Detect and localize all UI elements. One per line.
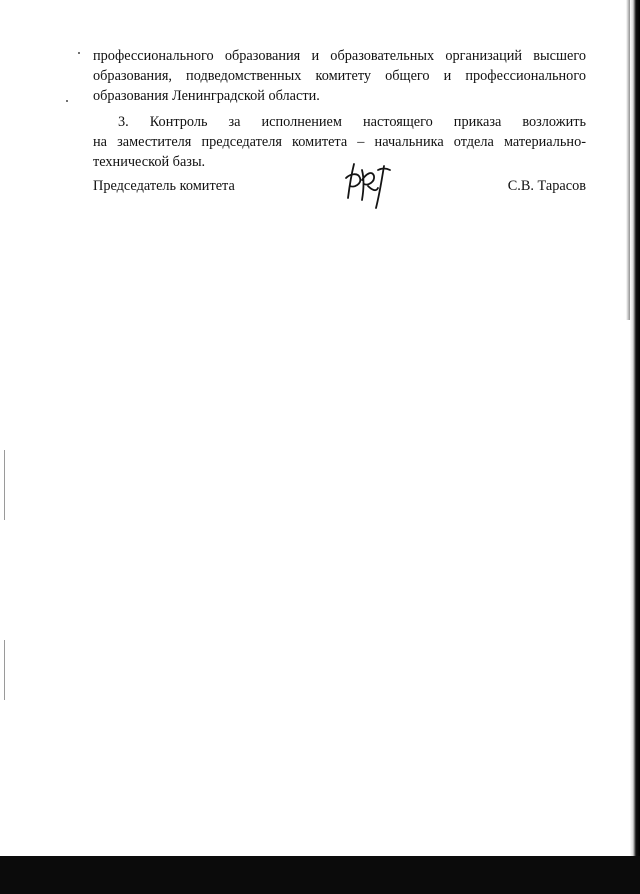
text-line: профессионального образования и образовательных организаций высшего	[93, 48, 586, 64]
scan-margin-mark	[4, 640, 5, 700]
handwritten-signature	[340, 158, 396, 210]
text-line: на заместителя председателя комитета – начальника отдела материально-	[93, 134, 586, 150]
scan-speck	[78, 52, 80, 54]
text-line: образования, подведомственных комитету общего и профессионального	[93, 68, 586, 84]
scan-margin-mark	[4, 450, 5, 520]
signatory-name: С.В. Тарасов	[507, 178, 586, 194]
scan-speck	[66, 100, 68, 102]
scan-edge-shadow	[630, 0, 640, 894]
text-line: образования Ленинградской области.	[93, 88, 320, 104]
text-line: технической базы.	[93, 154, 206, 170]
scan-bottom-border	[0, 856, 640, 894]
paragraph-continuation	[93, 46, 586, 106]
signatory-title: Председатель комитета	[93, 178, 235, 194]
text-line: 3. Контроль за исполнением настоящего приказа возложить	[118, 114, 586, 130]
